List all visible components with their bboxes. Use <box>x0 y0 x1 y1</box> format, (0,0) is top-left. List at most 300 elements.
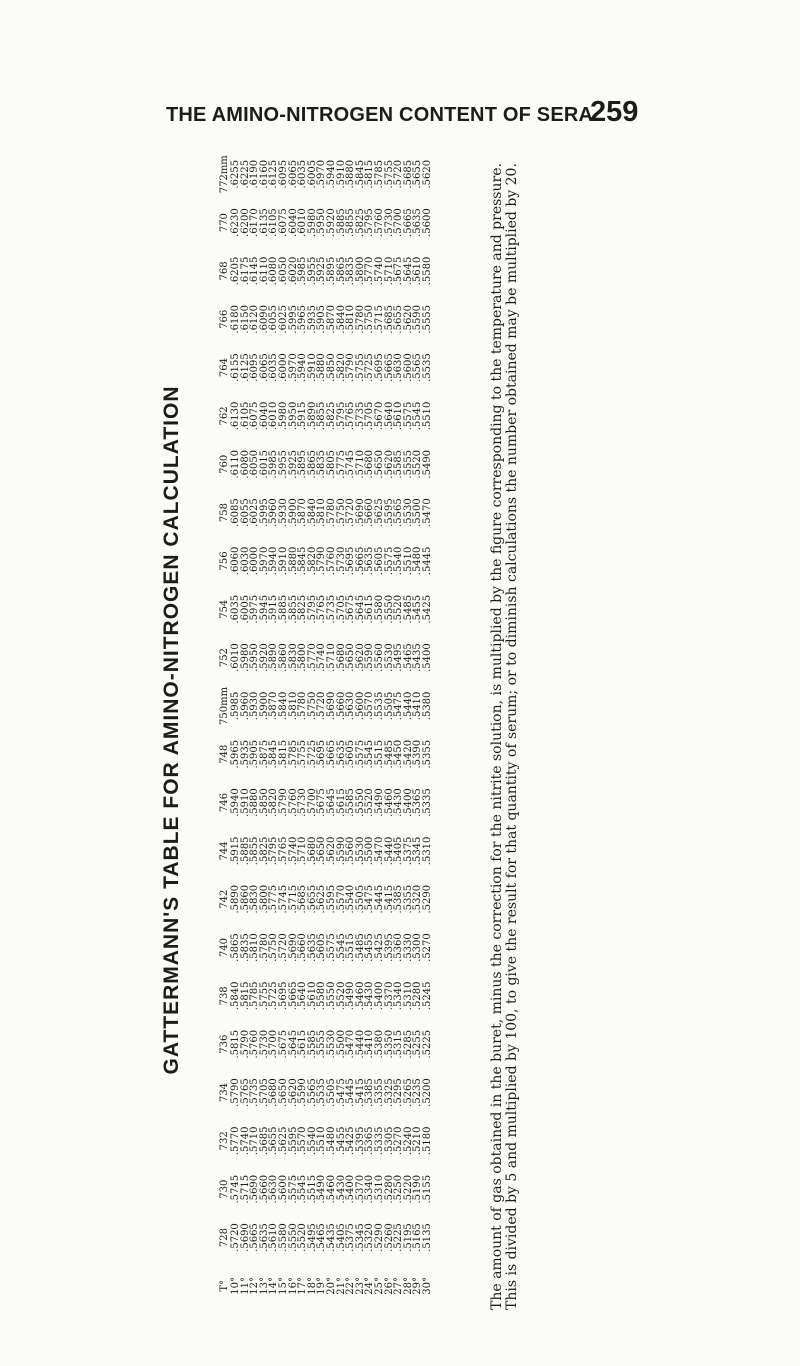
factor-cell: .5860 <box>239 884 251 914</box>
factor-cell: .6000 <box>249 546 261 576</box>
factor-cell: .5765 <box>239 1078 251 1107</box>
factor-cell: .5675 <box>316 788 328 817</box>
factor-cell: .5470 <box>345 1029 357 1059</box>
factor-cell: .5575 <box>383 546 395 576</box>
factor-cell: .5945 <box>258 594 270 624</box>
factor-cell: .6095 <box>249 353 261 382</box>
factor-cell: .5495 <box>306 1223 318 1252</box>
factor-cell: .5705 <box>258 1078 270 1107</box>
factor-cell: .6205 <box>230 256 241 286</box>
factor-cell: .5630 <box>345 691 357 721</box>
factor-cell: .6135 <box>258 208 270 237</box>
factor-cell: .5735 <box>354 401 366 431</box>
factor-cell: .5825 <box>297 594 309 624</box>
factor-cell: .5970 <box>287 353 299 382</box>
factor-cell: .5570 <box>297 1126 309 1156</box>
factor-cell: .5680 <box>268 1078 280 1107</box>
factor-cell: .5825 <box>325 401 337 431</box>
factor-cell: .5790 <box>239 1029 251 1059</box>
factor-cell: .5805 <box>325 449 337 479</box>
factor-cell: .5565 <box>393 498 405 527</box>
factor-cell: .6090 <box>258 304 270 334</box>
factor-cell: .5930 <box>249 691 261 721</box>
factor-cell: .5190 <box>412 1174 424 1204</box>
pressure-header: 760 <box>218 454 230 474</box>
table-title: GATTERMANN'S TABLE FOR AMINO-NITROGEN CALCULATION <box>160 385 183 1075</box>
factor-cell: .5730 <box>297 788 309 817</box>
factor-cell: .5580 <box>316 981 328 1011</box>
factor-cell: .5725 <box>306 739 318 769</box>
factor-cell: .5550 <box>325 981 337 1011</box>
factor-cell: .5225 <box>393 1223 405 1252</box>
factor-cell: .5425 <box>373 933 385 962</box>
pressure-header: 748 <box>218 744 230 764</box>
factor-cell: .5980 <box>277 401 289 431</box>
factor-cell: .5520 <box>297 1223 309 1252</box>
temperature-cell: 13° <box>258 1276 270 1295</box>
temperature-cell: 27° <box>393 1276 405 1295</box>
factor-cell: .5585 <box>393 449 405 479</box>
factor-cell: .5880 <box>249 788 261 817</box>
temperature-cell: 19° <box>316 1276 328 1295</box>
factor-cell: .5820 <box>268 788 280 817</box>
pressure-header: 732 <box>218 1131 230 1151</box>
factor-cell: .5650 <box>316 836 328 866</box>
pressure-header: 728 <box>218 1227 230 1248</box>
factor-cell: .5385 <box>393 884 405 914</box>
factor-cell: .6050 <box>277 256 289 286</box>
factor-cell: .5910 <box>306 353 318 382</box>
factor-cell: .5935 <box>306 304 318 334</box>
factor-cell: .5450 <box>393 739 405 769</box>
factor-cell: .5955 <box>306 256 318 286</box>
factor-cell: .5425 <box>345 1126 357 1156</box>
factor-cell: .5360 <box>393 933 405 962</box>
factor-cell: .6105 <box>268 208 280 237</box>
temperature-cell: 20° <box>325 1276 337 1295</box>
factor-cell: .5950 <box>249 643 261 672</box>
factor-cell: .6180 <box>230 304 241 334</box>
factor-cell: .5740 <box>373 256 385 286</box>
factor-cell: .5950 <box>287 401 299 431</box>
running-title: THE AMINO-NITROGEN CONTENT OF SERA <box>166 104 594 126</box>
factor-cell: .5845 <box>268 739 280 769</box>
factor-cell: .5445 <box>421 546 433 576</box>
factor-cell: .5760 <box>325 546 337 576</box>
factor-cell: .5330 <box>402 933 414 962</box>
factor-cell: .5575 <box>287 1174 299 1204</box>
factor-cell: .5980 <box>239 643 251 672</box>
factor-cell: .6145 <box>249 256 261 286</box>
factor-cell: .5395 <box>354 1126 366 1156</box>
factor-cell: .5405 <box>335 1223 347 1252</box>
factor-cell: .5765 <box>316 594 328 624</box>
factor-cell: .5370 <box>354 1174 366 1204</box>
factor-cell: .5710 <box>325 643 337 672</box>
pressure-header: 742 <box>218 889 230 909</box>
factor-cell: .5820 <box>306 546 318 576</box>
factor-cell: .5425 <box>421 594 433 624</box>
factor-cell: .5540 <box>393 546 405 576</box>
factor-cell: .5430 <box>364 981 376 1011</box>
factor-cell: .5720 <box>393 159 405 189</box>
factor-cell: .5605 <box>316 933 328 962</box>
pressure-header: 772mm <box>218 155 230 194</box>
factor-cell: .6035 <box>268 353 280 382</box>
factor-cell: .5390 <box>412 739 424 769</box>
pressure-header: 746 <box>218 793 230 813</box>
factor-cell: .6080 <box>268 256 280 286</box>
factor-cell: .5930 <box>277 498 289 527</box>
factor-cell: .5550 <box>383 594 395 624</box>
factor-cell: .5520 <box>364 788 376 817</box>
factor-cell: .5950 <box>316 208 328 237</box>
pressure-header: 744 <box>218 841 230 861</box>
factor-cell: .5310 <box>421 836 433 866</box>
factor-cell: .5840 <box>230 981 241 1011</box>
factor-cell: .5260 <box>383 1223 395 1252</box>
factor-cell: .5300 <box>412 933 424 962</box>
factor-cell: .6080 <box>239 449 251 479</box>
factor-cell: .5645 <box>325 788 337 817</box>
factor-cell: .5745 <box>277 884 289 914</box>
factor-cell: .5685 <box>383 304 395 334</box>
factor-cell: .5575 <box>325 933 337 962</box>
factor-cell: .5570 <box>335 884 347 914</box>
factor-cell: .5305 <box>383 1126 395 1156</box>
factor-cell: .5745 <box>230 1174 241 1204</box>
factor-cell: .5685 <box>402 159 414 189</box>
temperature-cell: 26° <box>383 1276 395 1295</box>
factor-cell: .5920 <box>325 208 337 237</box>
factor-cell: .5555 <box>316 1029 328 1059</box>
factor-cell: .5910 <box>277 546 289 576</box>
temperature-cell: 29° <box>412 1276 424 1295</box>
pressure-header: 770 <box>218 213 230 233</box>
factor-cell: .5590 <box>364 643 376 672</box>
factor-cell: .6170 <box>249 208 261 237</box>
factor-cell: .5295 <box>393 1078 405 1107</box>
factor-cell: .5775 <box>335 449 347 479</box>
factor-cell: .5970 <box>316 159 328 189</box>
temperature-cell: 22° <box>345 1276 357 1295</box>
factor-cell: .5780 <box>325 498 337 527</box>
factor-cell: .5440 <box>383 836 395 866</box>
factor-cell: .5985 <box>230 691 241 721</box>
factor-cell: .5870 <box>297 498 309 527</box>
factor-cell: .5700 <box>306 788 318 817</box>
factor-cell: .5925 <box>316 256 328 286</box>
factor-cell: .5865 <box>306 449 318 479</box>
factor-cell: .5800 <box>354 256 366 286</box>
factor-cell: .5910 <box>335 159 347 189</box>
factor-cell: .5710 <box>297 836 309 866</box>
factor-cell: .5540 <box>306 1126 318 1156</box>
factor-cell: .5560 <box>345 836 357 866</box>
factor-cell: .5490 <box>316 1174 328 1204</box>
factor-cell: .5885 <box>277 594 289 624</box>
factor-cell: .5570 <box>364 691 376 721</box>
factor-cell: .5610 <box>393 401 405 431</box>
factor-cell: .5545 <box>297 1174 309 1204</box>
factor-cell: .5340 <box>364 1174 376 1204</box>
factor-cell: .6015 <box>258 449 270 479</box>
factor-cell: .5835 <box>345 256 357 286</box>
pressure-header: 766 <box>218 309 230 329</box>
factor-cell: .5825 <box>354 208 366 237</box>
factor-cell: .6050 <box>249 449 261 479</box>
pressure-header: 758 <box>218 503 230 523</box>
pressure-header: 734 <box>218 1082 230 1103</box>
factor-cell: .5635 <box>306 933 318 962</box>
factor-cell: .5900 <box>287 498 299 527</box>
factor-cell: .5685 <box>258 1126 270 1156</box>
factor-cell: .5510 <box>316 1126 328 1156</box>
factor-cell: .5590 <box>297 1078 309 1107</box>
pressure-header: 736 <box>218 1034 230 1054</box>
factor-cell: .5445 <box>345 1078 357 1107</box>
factor-cell: .5445 <box>373 884 385 914</box>
factor-cell: .5595 <box>287 1126 299 1156</box>
temperature-cell: 25° <box>373 1276 385 1295</box>
factor-cell: .5385 <box>364 1078 376 1107</box>
factor-cell: .5365 <box>364 1126 376 1156</box>
factor-cell: .5335 <box>373 1126 385 1156</box>
factor-cell: .5750 <box>335 498 347 527</box>
factor-cell: .5985 <box>297 256 309 286</box>
factor-cell: .5245 <box>421 981 433 1011</box>
factor-cell: .5430 <box>393 788 405 817</box>
factor-cell: .5600 <box>402 353 414 382</box>
table-body <box>231 150 432 1310</box>
factor-cell: .5610 <box>412 256 424 286</box>
factor-cell: .5815 <box>277 739 289 769</box>
factor-cell: .5520 <box>335 981 347 1011</box>
factor-cell: .5770 <box>364 256 376 286</box>
factor-cell: .5675 <box>277 1029 289 1059</box>
factor-cell: .5455 <box>335 1126 347 1156</box>
factor-cell: .6065 <box>287 159 299 189</box>
factor-cell: .5640 <box>383 401 395 431</box>
factor-cell: .5530 <box>354 836 366 866</box>
factor-cell: .5855 <box>249 836 261 866</box>
factor-cell: .5400 <box>402 788 414 817</box>
table-row <box>423 150 433 1310</box>
factor-cell: .5840 <box>277 691 289 721</box>
factor-cell: .5255 <box>412 1029 424 1059</box>
factor-cell: .5690 <box>239 1223 251 1252</box>
factor-cell: .5535 <box>316 1078 328 1107</box>
factor-cell: .5375 <box>345 1223 357 1252</box>
factor-cell: .5595 <box>383 498 395 527</box>
factor-cell: .5695 <box>277 981 289 1011</box>
factor-cell: .5665 <box>287 981 299 1011</box>
factor-cell: .5315 <box>393 1029 405 1059</box>
temperature-cell: 17° <box>297 1276 309 1295</box>
factor-cell: .5345 <box>412 836 424 866</box>
factor-cell: .5535 <box>421 353 433 382</box>
factor-cell: .5680 <box>306 836 318 866</box>
factor-cell: .6190 <box>249 159 261 189</box>
pressure-header: 750mm <box>218 686 230 725</box>
factor-cell: .5665 <box>325 739 337 769</box>
factor-cell: .5940 <box>268 546 280 576</box>
factor-cell: .5800 <box>258 884 270 914</box>
factor-cell: .5715 <box>287 884 299 914</box>
factor-cell: .5965 <box>297 304 309 334</box>
factor-cell: .5270 <box>421 933 433 962</box>
factor-cell: .6055 <box>268 304 280 334</box>
factor-cell: .5485 <box>354 933 366 962</box>
factor-cell: .5460 <box>354 981 366 1011</box>
factor-cell: .5280 <box>412 981 424 1011</box>
factor-cell: .5490 <box>345 981 357 1011</box>
factor-cell: .5555 <box>421 304 433 334</box>
factor-cell: .5880 <box>345 159 357 189</box>
factor-cell: .5655 <box>393 304 405 334</box>
factor-cell: .5795 <box>335 401 347 431</box>
factor-cell: .5155 <box>421 1174 433 1204</box>
footnote-text: The amount of gas obtained in the buret, minus the correction for the nitrite solution, is multiplied by the figure corresponding to the temperature and pressure. This is divided by 5 and multiplied by 100, to give the result for that quantity of serum; or to diminish calculations the number obtained may be multiplied by 20. <box>489 163 520 1310</box>
factor-cell: .5505 <box>383 691 395 721</box>
factor-cell: .5620 <box>421 159 433 189</box>
factor-cell: .6085 <box>230 498 241 527</box>
factor-cell: .6230 <box>230 208 241 237</box>
factor-cell: .5515 <box>373 739 385 769</box>
factor-cell: .5910 <box>239 788 251 817</box>
factor-cell: .6040 <box>258 401 270 431</box>
amino-nitrogen-table <box>218 150 432 1310</box>
pressure-header: 768 <box>218 261 230 281</box>
factor-cell: .6110 <box>258 256 270 286</box>
factor-cell: .5600 <box>354 691 366 721</box>
factor-cell: .5750 <box>306 691 318 721</box>
factor-cell: .5790 <box>316 546 328 576</box>
factor-cell: .6010 <box>268 401 280 431</box>
factor-cell: .5780 <box>297 691 309 721</box>
factor-cell: .5650 <box>277 1078 289 1107</box>
factor-cell: .5290 <box>373 1223 385 1252</box>
factor-cell: .5675 <box>393 256 405 286</box>
factor-cell: .5500 <box>412 498 424 527</box>
factor-cell: .5975 <box>249 594 261 624</box>
factor-cell: .5265 <box>402 1078 414 1107</box>
factor-cell: .5920 <box>258 643 270 672</box>
factor-cell: .5625 <box>277 1126 289 1156</box>
footnote <box>490 150 520 1310</box>
factor-cell: .5810 <box>345 304 357 334</box>
factor-cell: .5485 <box>383 739 395 769</box>
factor-cell: .5995 <box>258 498 270 527</box>
factor-cell: .5395 <box>383 933 395 962</box>
factor-cell: .5370 <box>383 981 395 1011</box>
factor-cell: .5810 <box>287 691 299 721</box>
factor-cell: .5625 <box>316 884 328 914</box>
factor-cell: .6030 <box>239 546 251 576</box>
factor-cell: .5720 <box>345 498 357 527</box>
temperature-cell: 14° <box>268 1276 280 1295</box>
factor-cell: .5855 <box>316 401 328 431</box>
page-number: 259 <box>590 96 639 128</box>
factor-cell: .5320 <box>412 884 424 914</box>
factor-cell: .5590 <box>335 836 347 866</box>
factor-cell: .5940 <box>297 353 309 382</box>
factor-cell: .5470 <box>373 836 385 866</box>
temperature-cell: 18° <box>306 1276 318 1295</box>
factor-cell: .5455 <box>412 594 424 624</box>
factor-cell: .5960 <box>239 691 251 721</box>
factor-cell: .5510 <box>421 401 433 431</box>
factor-cell: .5550 <box>287 1223 299 1252</box>
factor-cell: .5680 <box>364 449 376 479</box>
factor-cell: .5380 <box>373 1029 385 1059</box>
factor-cell: .5880 <box>316 353 328 382</box>
factor-cell: .5665 <box>383 353 395 382</box>
factor-cell: .5635 <box>364 546 376 576</box>
factor-cell: .5465 <box>316 1223 328 1252</box>
factor-cell: .5940 <box>325 159 337 189</box>
factor-cell: .5735 <box>249 1078 261 1107</box>
factor-cell: .5485 <box>402 594 414 624</box>
factor-cell: .6025 <box>277 304 289 334</box>
factor-cell: .5690 <box>287 933 299 962</box>
factor-cell: .5955 <box>277 449 289 479</box>
factor-cell: .6125 <box>268 159 280 189</box>
factor-cell: .6005 <box>239 594 251 624</box>
factor-cell: .5615 <box>335 788 347 817</box>
temperature-cell: 16° <box>287 1276 299 1295</box>
factor-cell: .5530 <box>402 498 414 527</box>
factor-cell: .5740 <box>239 1126 251 1156</box>
factor-cell: .5915 <box>297 401 309 431</box>
factor-cell: .5550 <box>354 788 366 817</box>
factor-cell: .5580 <box>421 256 433 286</box>
running-head <box>0 96 800 136</box>
factor-cell: .6225 <box>239 159 251 189</box>
factor-cell: .5455 <box>364 933 376 962</box>
factor-cell: .5380 <box>421 691 433 721</box>
factor-cell: .6255 <box>230 159 241 189</box>
factor-cell: .5830 <box>287 643 299 672</box>
factor-cell: .5435 <box>412 643 424 672</box>
factor-cell: .5420 <box>402 739 414 769</box>
factor-cell: .5665 <box>402 208 414 237</box>
factor-cell: .5555 <box>402 449 414 479</box>
factor-cell: .5655 <box>268 1126 280 1156</box>
factor-cell: .5685 <box>297 884 309 914</box>
factor-cell: .5785 <box>287 739 299 769</box>
factor-cell: .6200 <box>239 208 251 237</box>
factor-cell: .5890 <box>306 401 318 431</box>
factor-cell: .5520 <box>412 449 424 479</box>
factor-cell: .6105 <box>239 401 251 431</box>
factor-cell: .5755 <box>258 981 270 1011</box>
factor-cell: .5915 <box>268 594 280 624</box>
factor-cell: .5855 <box>345 208 357 237</box>
factor-cell: .5655 <box>412 159 424 189</box>
factor-cell: .5710 <box>383 256 395 286</box>
factor-cell: .5770 <box>230 1126 241 1156</box>
factor-cell: .5730 <box>335 546 347 576</box>
factor-cell: .6130 <box>230 401 241 431</box>
factor-cell: .5890 <box>230 884 241 914</box>
factor-cell: .6175 <box>239 256 251 286</box>
factor-cell: .5795 <box>268 836 280 866</box>
factor-cell: .5610 <box>306 981 318 1011</box>
factor-cell: .5290 <box>421 884 433 914</box>
pressure-header: 762 <box>218 406 230 426</box>
factor-cell: .5905 <box>249 739 261 769</box>
